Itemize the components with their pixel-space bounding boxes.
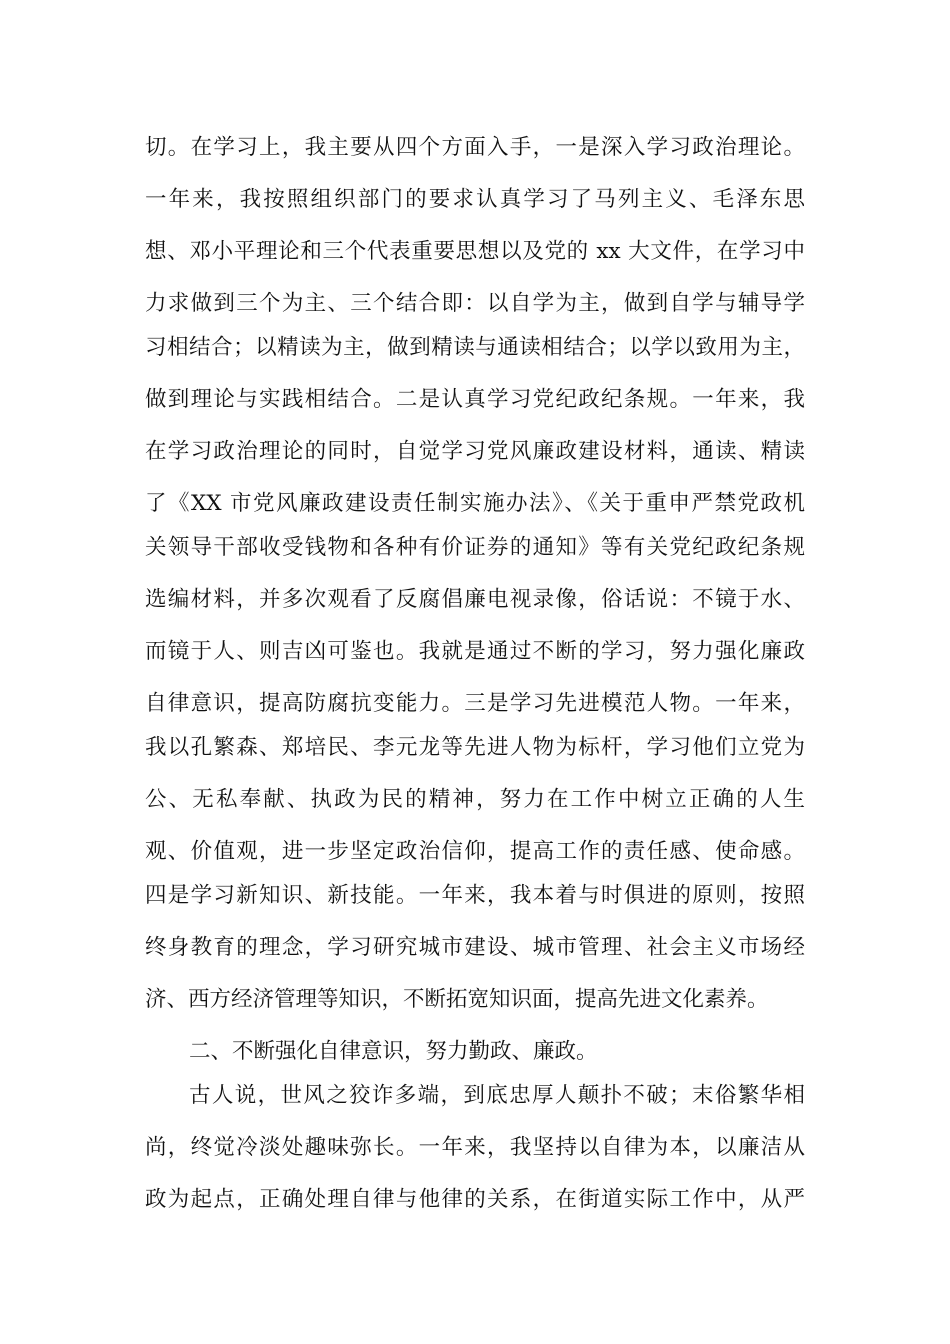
text-line: 自律意识，提高防腐抗变能力。三是学习先进模范人物。一年来， (145, 691, 805, 716)
text-line: 习相结合；以精读为主，做到精读与通读相结合；以学以致用为主， (145, 335, 805, 360)
text-line: 选编材料，并多次观看了反腐倡廉电视录像，俗话说：不镜于水、 (145, 587, 805, 612)
text-line: 我以孔繁森、郑培民、李元龙等先进人物为标杆，学习他们立党为 (145, 735, 805, 760)
text-line: 在学习政治理论的同时，自觉学习党风廉政建设材料，通读、精读 (145, 439, 805, 464)
text-line: 古人说，世风之狡诈多端，到底忠厚人颠扑不破；末俗繁华相 (189, 1083, 805, 1108)
section-heading: 二、不断强化自律意识，努力勤政、廉政。 (189, 1039, 598, 1064)
text-line: 切。在学习上，我主要从四个方面入手，一是深入学习政治理论。 (145, 135, 805, 160)
text-line: 关领导干部收受钱物和各种有价证券的通知》等有关党纪政纪条规 (145, 535, 805, 560)
text-line: 济、西方经济管理等知识，不断拓宽知识面，提高先进文化素养。 (145, 987, 769, 1012)
text-line: 观、价值观，进一步坚定政治信仰，提高工作的责任感、使命感。 (145, 839, 805, 864)
text-line: 终身教育的理念，学习研究城市建设、城市管理、社会主义市场经 (145, 935, 805, 960)
text-line: 了《XX 市党风廉政建设责任制实施办法》、《关于重申严禁党政机 (145, 491, 805, 516)
text-line: 做到理论与实践相结合。二是认真学习党纪政纪条规。一年来，我 (145, 387, 805, 412)
text-line: 四是学习新知识、新技能。一年来，我本着与时俱进的原则，按照 (145, 883, 805, 908)
text-line: 政为起点，正确处理自律与他律的关系，在街道实际工作中，从严 (145, 1187, 805, 1212)
text-line: 一年来，我按照组织部门的要求认真学习了马列主义、毛泽东思 (145, 187, 805, 212)
text-line: 力求做到三个为主、三个结合即：以自学为主，做到自学与辅导学 (145, 291, 805, 316)
text-line: 想、邓小平理论和三个代表重要思想以及党的 xx 大文件，在学习中 (145, 239, 805, 264)
text-line: 公、无私奉献、执政为民的精神，努力在工作中树立正确的人生 (145, 787, 805, 812)
text-line: 尚，终觉冷淡处趣味弥长。一年来，我坚持以自律为本，以廉洁从 (145, 1135, 805, 1160)
text-line: 而镜于人、则吉凶可鉴也。我就是通过不断的学习，努力强化廉政 (145, 639, 805, 664)
